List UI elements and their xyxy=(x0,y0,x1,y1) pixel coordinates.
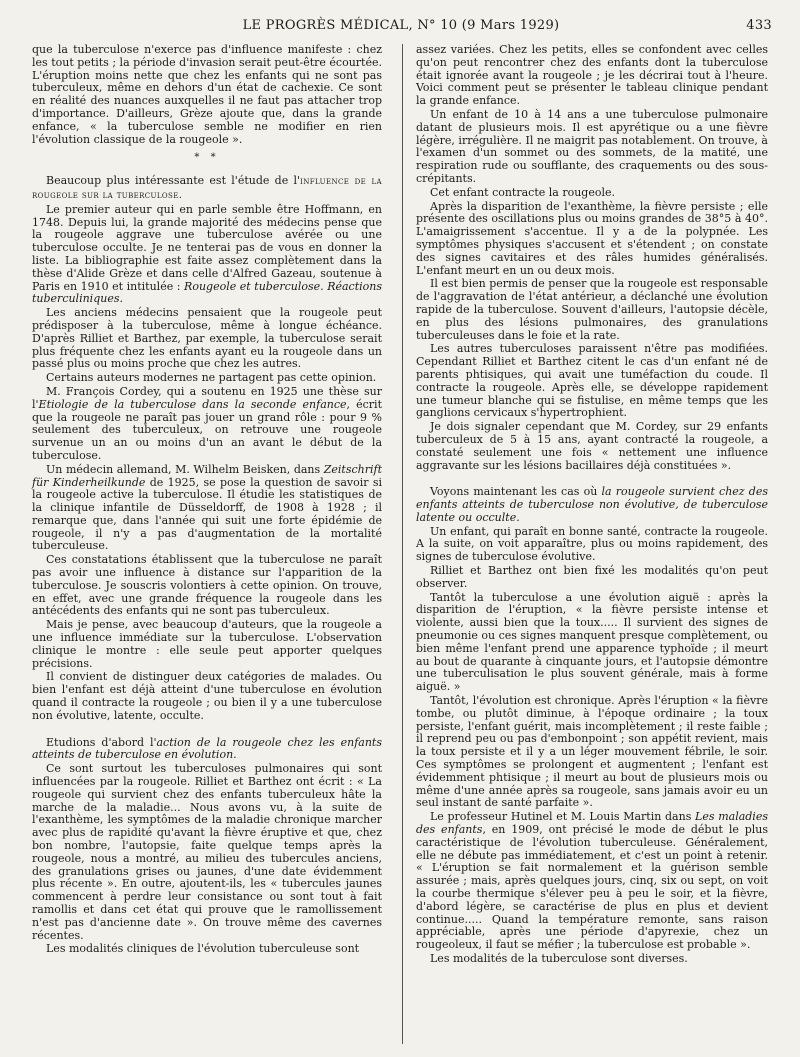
heading-small-caps: influence de la rougeole sur la tuberculose. xyxy=(32,176,382,201)
paragraph: Certains auteurs modernes ne partagent pas cette opinion. xyxy=(46,371,377,385)
thesis-title: Etiologie de la tuberculose dans la seconde enfance xyxy=(38,397,347,411)
paragraph: Ce sont surtout les tuberculoses pulmonaires qui sont influencées par la rougeole. Rilliet et Barthez ont écrit : « La rougeole qui survient chez des enfants tuberculeux hâte la marche de la maladie... Nous avons vu, à la suite de l'exanthème, les symptômes de la maladie chronique marcher avec plus de rapidité qu'avant la fièvre éruptive et que, chez bon nombre, l'autopsie, faite quelque temps après la rougeole, nous a montré, au milieu des tubercules anciens, des granulations grises ou jaunes, d'une date évidemment plus récente ». En outre, ajoutent-ils, les « tubercules jaunes commencent à perdre leur consistance ou sont tout à fait ramollis et dans cet état qui prouve que le ramollissement n'est pas d'ancienne date ». On trouve même des cavernes récentes. xyxy=(32,762,382,942)
section-heading xyxy=(32,175,382,203)
paragraph-text: Un médecin allemand, M. Wilhelm Beisken, dans xyxy=(46,462,324,476)
paragraph: Je dois signaler cependant que M. Cordey, sur 29 enfants tuberculeux de 5 à 15 ans, ayant contracté la rougeole, a constaté seulement une fois « nettement une influence aggravante sur les lésions bacillaires déjà constituées ». xyxy=(416,420,768,472)
paragraph: Cet enfant contracte la rougeole. xyxy=(430,185,615,199)
paragraph: Un enfant, qui paraît en bonne santé, contracte la rougeole. A la suite, on voit apparaître, plus ou moins rapidement, des signes de tuberculose évolutive. xyxy=(416,524,768,564)
paragraph: Après la disparition de l'exanthème, la fièvre persiste ; elle présente des oscillations plus ou moins grandes de 38°5 à 40°. L'amaigrissement s'accentue. Il y a de la polypnée. Les symptômes physiques s'accusent et s'étendent ; on constate des signes cavitaires et des râles humides généralisés. L'enfant meurt en un ou deux mois. xyxy=(416,199,768,277)
subsection-title: la rougeole survient chez des enfants atteints de tuberculose non évolutive, de tuberculose latente ou occulte. xyxy=(416,485,768,524)
journal-title: LE PROGRÈS MÉDICAL, N° 10 (9 Mars 1929) xyxy=(242,18,560,33)
paragraph xyxy=(32,464,382,554)
paragraph-text: Voyons maintenant les cas où xyxy=(430,485,602,499)
paragraph: Les anciens médecins pensaient que la rougeole peut prédisposer à la tuberculose, même à longue échéance. D'après Rilliet et Barthez, par exemple, la tuberculose serait plus fréquente chez les enfants ayant eu la rougeole dans un passé plus ou moins proche que chez les autres. xyxy=(32,306,382,371)
paragraph: que la tuberculose n'exerce pas d'influence manifeste : chez les tout petits ; la période d'invasion serait peut-être écourtée. L'éruption moins nette que chez les enfants qui ne sont pas tuberculeux, même en dehors d'un état de cachexie. Ce sont en réalité des nuances auxquelles il ne faut pas attacher trop d'importance. D'ailleurs, Grèze ajoute que, dans la grande enfance, « la tuberculose semble ne modifier en rien l'évolution classique de la rougeole ». xyxy=(32,43,382,146)
paragraph-text: de 1925, se pose la question de savoir si la rougeole active la tuberculose. Il étudie les statistiques de la clinique infantile de Düsseldorff, de 1908 à 1928 ; il remarque que, dans l'année qui suit une forte épidémie de rougeole, il n'y a pas d'augmentation de la mortalité tuberculeuse. xyxy=(32,475,382,553)
paragraph xyxy=(416,811,768,952)
subsection-title: action de la rougeole chez les enfants atteints de tuberculose en évolution. xyxy=(32,735,382,762)
left-column xyxy=(32,44,382,957)
column-rule xyxy=(402,44,403,1044)
paragraph-text: Le professeur Hutinel et M. Louis Martin dans xyxy=(430,810,696,824)
paragraph: Tantôt, l'évolution est chronique. Après l'éruption « la fièvre tombe, ou plutôt diminue, à l'époque ordinaire ; la toux persiste, l'enfant guérit, mais incomplètement ; il reste faible ; il reprend peu ou pas d'embonpoint ; son appétit revient, mais la toux persiste et il y a un léger mouvement fébrile, le soir. Ces symptômes se prolongent et augmentent ; l'enfant est évidemment phtisique ; il meurt au bout de plusieurs mois ou même d'une année après sa rougeole, sans jamais avoir eu un seul instant de santé parfaite ». xyxy=(416,694,768,810)
subsection-heading xyxy=(416,486,768,524)
book-title: Les maladies des enfants xyxy=(416,810,768,837)
section-divider: * * xyxy=(194,152,220,164)
paragraph xyxy=(32,204,382,306)
paragraph: Les modalités cliniques de l'évolution tuberculeuse sont xyxy=(46,942,360,956)
paragraph: Mais je pense, avec beaucoup d'auteurs, que la rougeole a une influence immédiate sur la tuberculose. L'observation clinique le montre : elle seule peut apporter quelques précisions. xyxy=(32,618,382,670)
paragraph: assez variées. Chez les petits, elles se confondent avec celles qu'on peut rencontrer chez des enfants dont la tuberculose était ignorée avant la rougeole ; je les décrirai tout à l'heure. Voici comment peut se présenter le tableau clinique pendant la grande enfance. xyxy=(416,43,768,108)
paragraph: Les autres tuberculoses paraissent n'être pas modifiées. Cependant Rilliet et Barthez citent le cas d'un enfant né de parents phtisiques, qui avait une tuméfaction du coude. Il contracte la rougeole. Après elle, se développe rapidement une tumeur blanche qui se fistulise, en même temps que les ganglions cervicaux s'hypertrophient. xyxy=(416,342,768,420)
paragraph-text: M. François Cordey, qui a soutenu en 1925 une thèse sur l' xyxy=(32,384,382,411)
paragraph: Rilliet et Barthez ont bien fixé les modalités qu'on peut observer. xyxy=(416,564,768,590)
paragraph: Tantôt la tuberculose a une évolution aiguë : après la disparition de l'éruption, « la fièvre persiste intense et violente, aussi bien que la toux..... Il survient des signes de pneumonie ou ces signes manquent presque complètement, ou bien même l'enfant prend une apparence typhoïde ; il meurt au bout de quarante à cinquante jours, et l'autopsie démontre une tuberculisation le plus souvent générale, mais à forme aiguë. » xyxy=(416,590,768,694)
paragraph-text: , en 1909, ont précisé le mode de début le plus caractéristique de l'évolution tuberculeuse. Généralement, elle ne débute pas immédiatement, et c'est un point à retenir. « L'éruption se fait normalement et la guérison semble assurée ; mais, après quelques jours, cinq, six ou sept, on voit la courbe thermique s'élever peu à peu le soir, et la fièvre, d'abord légère, se caractérise de plus en plus et devient continue..... Quand la température remonte, sans raison appréciable, après une période d'apyrexie, chez un rougeoleux, il faut se méfier ; la tuberculose est probable ». xyxy=(416,823,768,952)
right-column xyxy=(416,44,768,967)
paragraph: Un enfant de 10 à 14 ans a une tuberculose pulmonaire datant de plusieurs mois. Il est apyrétique ou a une fièvre légère, irrégulière. Il ne maigrit pas notablement. On trouve, à l'examen d'un sommet ou des sommets, de la matité, une respiration rude ou soufflante, des craquements ou des sous-crépitants. xyxy=(416,107,768,185)
paragraph-text: Le premier auteur qui en parle semble être Hoffmann, en 1748. Depuis lui, la grande majorité des médecins pense que la rougeole aggrave une tuberculose avérée ou une tuberculose occulte. Je ne tenterai pas de vous en donner la liste. La bibliographie est faite assez complètement dans la thèse d'Alide Grèze et dans celle d'Alfred Gazeau, soutenue à Paris en 1910 et intitulée : xyxy=(32,202,382,293)
paragraph: Les modalités de la tuberculose sont diverses. xyxy=(430,951,688,965)
paragraph: Il est bien permis de penser que la rougeole est responsable de l'aggravation de l'état antérieur, a déclanché une évolution rapide de la tuberculose. Souvent d'ailleurs, l'autopsie décèle, en plus des lésions pulmonaires, des granulations tuberculeuses dans le foie et la rate. xyxy=(416,277,768,342)
page-number: 433 xyxy=(746,18,772,33)
paragraph: Il convient de distinguer deux catégories de malades. Ou bien l'enfant est déjà atteint d'une tuberculose en évolution quand il contracte la rougeole ; ou bien il y a une tuberculose non évolutive, latente, occulte. xyxy=(32,670,382,722)
paragraph xyxy=(32,386,382,463)
paragraph-text: , écrit que la rougeole ne paraît pas jouer un grand rôle : pour 9 % seulement des tuberculeux, on retrouve une rougeole survenue un an ou moins d'un an avant le début de la tuberculose. xyxy=(32,397,382,462)
thesis-title: Rougeole et tuberculose. Réactions tuberculiniques. xyxy=(32,279,382,306)
running-header xyxy=(30,18,772,38)
paragraph: Ces constatations établissent que la tuberculose ne paraît pas avoir une influence à distance sur l'apparition de la tuberculose. Je souscris volontiers à cette opinion. On trouve, en effet, avec une grande fréquence la rougeole dans les antécédents des enfants qui ne sont pas tuberculeux. xyxy=(32,553,382,618)
journal-name: Zeitschrift für Kinderheilkunde xyxy=(32,462,382,489)
paragraph-text: Etudions d'abord l' xyxy=(46,735,157,749)
heading-lead: Beaucoup plus intéressante est l'étude de l' xyxy=(46,174,301,188)
subsection-heading xyxy=(32,737,382,763)
